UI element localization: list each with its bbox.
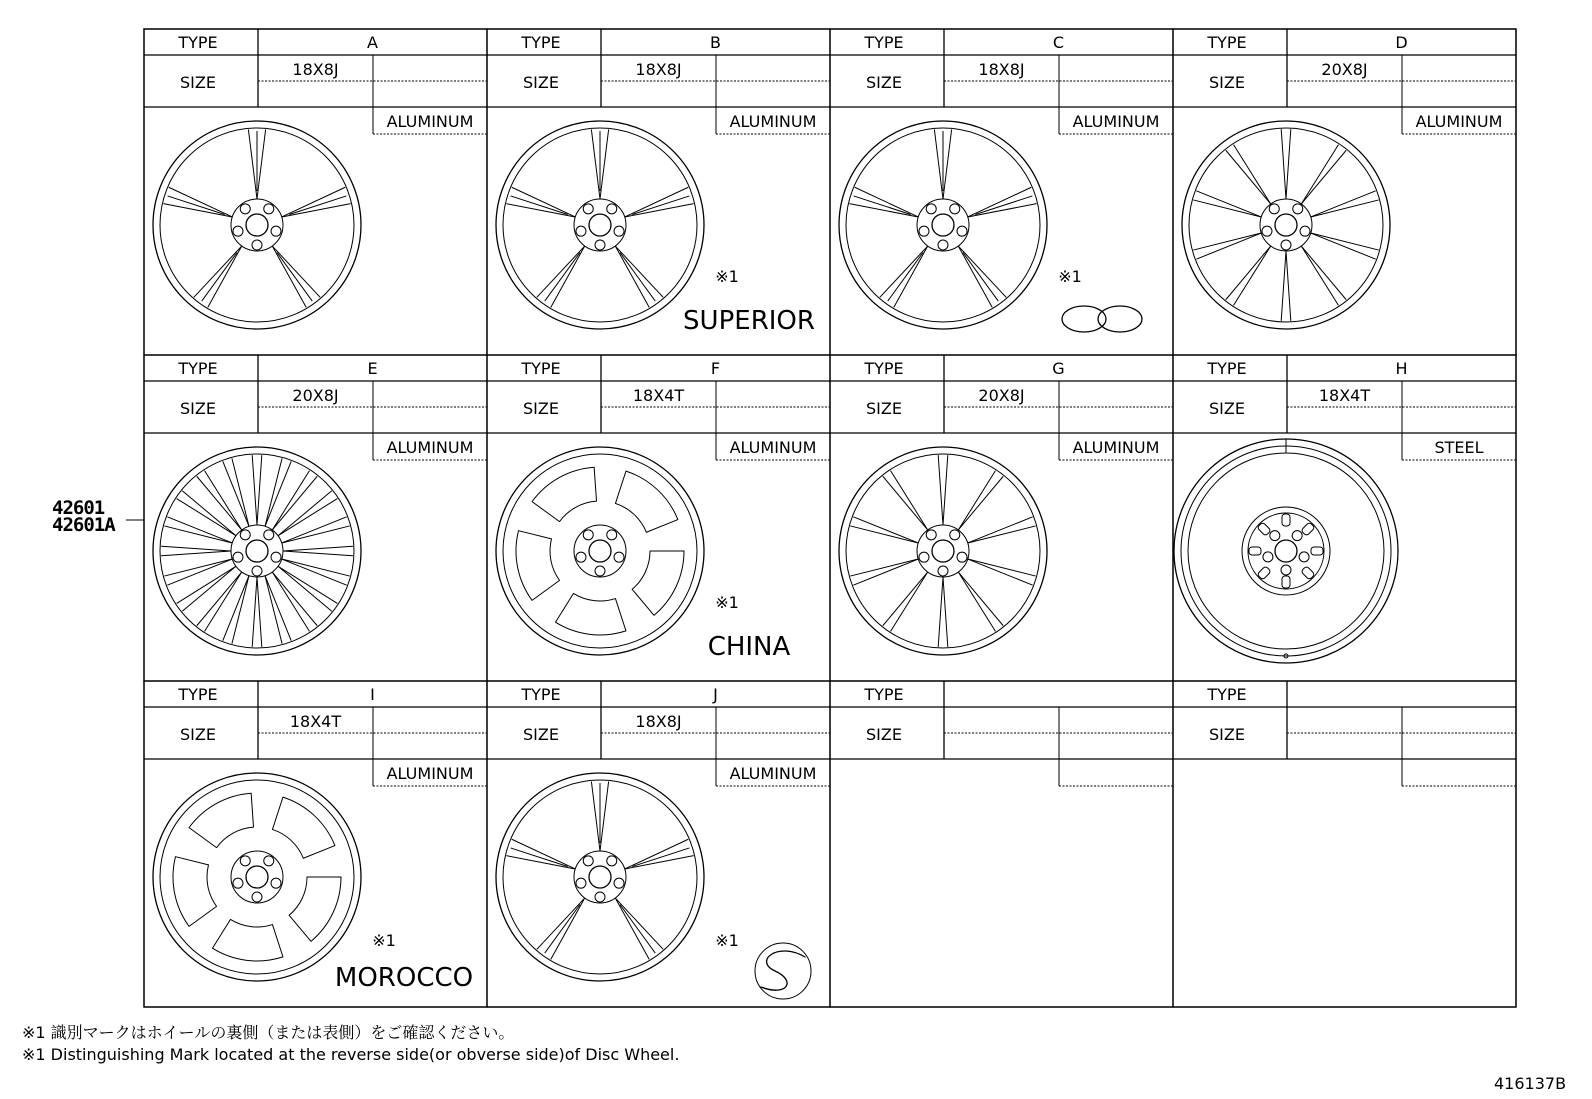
material-label: ALUMINUM (386, 112, 474, 131)
spoke-edge (1226, 246, 1271, 300)
spoke-edge (252, 455, 257, 525)
spoke-edge (883, 476, 928, 530)
spoke-edge (850, 526, 918, 543)
lug-hole (1263, 552, 1273, 562)
spoke-edge (855, 187, 919, 217)
spoke-center-line (511, 196, 568, 215)
spoke-edge (177, 499, 236, 536)
size-label: SIZE (180, 399, 216, 418)
spoke-edge (934, 129, 943, 199)
size-label: SIZE (180, 73, 216, 92)
spoke-edge (968, 559, 1036, 576)
hub-slot (1249, 547, 1261, 555)
type-label: TYPE (864, 33, 904, 52)
lug-hole (926, 530, 936, 540)
type-label: TYPE (178, 33, 218, 52)
rim-outer (1182, 121, 1390, 329)
type-value: B (710, 33, 721, 52)
spoke-edge (252, 577, 257, 647)
type-label: TYPE (1207, 33, 1247, 52)
window-opening (272, 797, 334, 858)
spoke-edge (891, 572, 928, 631)
size-label: SIZE (866, 399, 902, 418)
spoke-edge (283, 546, 353, 551)
spoke-edge (968, 559, 1033, 585)
lug-hole (614, 226, 624, 236)
spoke-center-line (620, 905, 655, 954)
type-value: I (370, 685, 375, 704)
wheel-icon (1182, 121, 1390, 329)
spoke-edge (265, 576, 282, 644)
lug-hole (252, 240, 262, 250)
material-label: ALUMINUM (729, 438, 817, 457)
wheel-cell-f (487, 355, 830, 681)
rim-outer (1174, 439, 1398, 663)
part-number-42601: 42601 (52, 497, 105, 519)
spoke-edge (591, 129, 600, 199)
spoke-edge (1301, 246, 1346, 300)
spoke-edge (205, 471, 242, 530)
size-label: SIZE (523, 399, 559, 418)
spoke-edge (512, 839, 576, 869)
spoke-edge (1311, 233, 1376, 259)
spoke-edge (1234, 246, 1271, 305)
spoke-center-line (545, 905, 580, 954)
lug-hole (1300, 226, 1310, 236)
lug-hole (1299, 552, 1309, 562)
hub-outer (917, 199, 969, 251)
window-opening (212, 919, 282, 961)
footnote-english: ※1 Distinguishing Mark located at the reverse side(or obverse side)of Disc Wheel. (22, 1045, 680, 1064)
spoke-center-line (963, 253, 998, 302)
spoke-edge (248, 129, 257, 199)
wheel-cell-h (1173, 355, 1516, 681)
type-value: E (367, 359, 378, 378)
lug-hole (919, 552, 929, 562)
type-label: TYPE (178, 685, 218, 704)
window-opening (532, 467, 596, 521)
lug-hole (938, 240, 948, 250)
spoke-edge (282, 559, 350, 576)
lug-hole (252, 892, 262, 902)
spoke-edge (283, 551, 353, 556)
lug-hole (264, 530, 274, 540)
spoke-edge (883, 572, 928, 626)
wheel-icon (153, 121, 361, 329)
center-bore (246, 866, 268, 888)
hub-slot (1311, 547, 1323, 555)
lug-hole (595, 892, 605, 902)
hub-slot (1282, 514, 1290, 526)
lug-hole (1293, 204, 1303, 214)
size-value: 18X8J (292, 60, 339, 79)
spoke-edge (169, 187, 233, 217)
size-value: 18X8J (978, 60, 1025, 79)
size-value: 18X4T (289, 712, 342, 731)
size-label: SIZE (866, 725, 902, 744)
spoke-edge (938, 577, 943, 647)
wheel-cell-blank-11 (1173, 681, 1516, 1007)
window-opening (289, 877, 341, 941)
spoke-edge (1281, 251, 1286, 321)
material-label: ALUMINUM (386, 764, 474, 783)
spoke-center-line (277, 253, 312, 302)
material-label: ALUMINUM (386, 438, 474, 457)
type-label: TYPE (1207, 359, 1247, 378)
drawing-number: 416137B (1494, 1074, 1567, 1093)
spoke-edge (1301, 145, 1338, 204)
size-value: 18X4T (632, 386, 685, 405)
window-opening (173, 857, 217, 927)
center-bore (932, 214, 954, 236)
lug-hole (233, 226, 243, 236)
spoke-center-line (289, 196, 346, 215)
wheel-cell-i (144, 681, 487, 1007)
s-logo-icon (755, 943, 811, 999)
wheel-cell-b (487, 29, 830, 355)
lug-hole (950, 204, 960, 214)
size-value: 20X8J (978, 386, 1025, 405)
mark-note: ※1 (1058, 267, 1082, 286)
center-bore (246, 214, 268, 236)
spoke-edge (938, 455, 943, 525)
spoke-edge (512, 187, 576, 217)
hub-outer (1260, 199, 1312, 251)
mark-note: ※1 (715, 931, 739, 950)
lug-hole (1269, 204, 1279, 214)
spoke-edge (1281, 129, 1286, 199)
type-label: TYPE (521, 33, 561, 52)
footnote-japanese: ※1 識別マークはホイールの裏側（または表側）をご確認ください。 (22, 1023, 515, 1042)
hub-ring-inner (1248, 513, 1324, 589)
spoke-edge (943, 455, 948, 525)
spoke-edge (1301, 150, 1346, 204)
spoke-edge (164, 559, 232, 576)
center-bore (589, 540, 611, 562)
spoke-edge (1286, 251, 1291, 321)
wheel-cell-d (1173, 29, 1516, 355)
lug-hole (957, 226, 967, 236)
material-label: ALUMINUM (729, 112, 817, 131)
material-label: ALUMINUM (1072, 438, 1160, 457)
lug-hole (271, 878, 281, 888)
size-label: SIZE (1209, 725, 1245, 744)
lug-hole (595, 566, 605, 576)
lug-hole (271, 226, 281, 236)
spoke-edge (272, 572, 309, 631)
spoke-edge (1311, 233, 1379, 250)
material-label: ALUMINUM (729, 764, 817, 783)
window-opening (189, 793, 253, 847)
hub-outer (917, 525, 969, 577)
spoke-edge (968, 526, 1036, 543)
center-bore (589, 866, 611, 888)
hub-outer (231, 199, 283, 251)
s-curve (761, 951, 805, 990)
material-label: STEEL (1434, 438, 1484, 457)
spoke-edge (1311, 200, 1379, 217)
lug-hole (576, 552, 586, 562)
window-opening (516, 531, 560, 601)
size-label: SIZE (523, 73, 559, 92)
chain-link-logo-icon (1062, 306, 1142, 332)
window-opening (615, 471, 677, 532)
lug-hole (583, 204, 593, 214)
spoke-edge (968, 517, 1033, 543)
spoke-edge (167, 517, 232, 543)
center-bore (932, 540, 954, 562)
lug-hole (233, 878, 243, 888)
wheel-cell-a (144, 29, 487, 355)
disc-ring (1188, 453, 1384, 649)
lug-hole (240, 204, 250, 214)
wheel-cell-c (830, 29, 1173, 355)
wheel-icon (839, 121, 1047, 329)
type-label: TYPE (521, 359, 561, 378)
mark-text-superior: SUPERIOR (683, 306, 815, 336)
lug-hole (938, 566, 948, 576)
lug-hole (950, 530, 960, 540)
spoke-center-line (545, 253, 580, 302)
spoke-center-line (168, 196, 225, 215)
lug-hole (271, 552, 281, 562)
wheel-grid (126, 29, 1516, 1007)
spoke-edge (257, 455, 262, 525)
spoke-edge (853, 559, 918, 585)
lug-hole (233, 552, 243, 562)
spoke-edge (177, 566, 236, 603)
spoke-edge (265, 461, 291, 526)
spoke-edge (265, 576, 291, 641)
spoke-edge (1311, 191, 1376, 217)
center-bore (246, 540, 268, 562)
spoke-edge (223, 576, 249, 641)
spoke-center-line (632, 196, 689, 215)
spoke-edge (232, 576, 249, 644)
lug-hole (576, 226, 586, 236)
rim-inner (1189, 128, 1383, 322)
spoke-edge (205, 572, 242, 631)
spoke-edge (958, 572, 995, 631)
spoke-center-line (975, 196, 1032, 215)
spoke-edge (853, 517, 918, 543)
spoke-edge (600, 129, 609, 199)
size-label: SIZE (1209, 399, 1245, 418)
wheel-icon (839, 447, 1047, 655)
part-number-42601A: 42601A (52, 514, 115, 536)
type-value: F (710, 359, 721, 378)
size-label: SIZE (866, 73, 902, 92)
mark-note: ※1 (372, 931, 396, 950)
lug-hole (1292, 531, 1302, 541)
spoke-edge (943, 129, 952, 199)
rim-outer (153, 447, 361, 655)
spoke-edge (278, 499, 337, 536)
spoke-edge (1226, 150, 1271, 204)
spoke-edge (223, 461, 249, 526)
spoke-edge (1196, 233, 1261, 259)
spoke-edge (600, 781, 609, 851)
spoke-edge (891, 471, 928, 530)
spoke-edge (943, 577, 948, 647)
lug-hole (240, 856, 250, 866)
hub-outer (231, 525, 283, 577)
center-bore (1275, 540, 1297, 562)
type-label: TYPE (178, 359, 218, 378)
rim-inner (1181, 446, 1391, 656)
lug-hole (607, 856, 617, 866)
window-opening (555, 593, 625, 635)
spoke-center-line (888, 253, 923, 302)
spoke-edge (167, 559, 232, 585)
lug-hole (576, 878, 586, 888)
size-value: 20X8J (292, 386, 339, 405)
hub-outer (231, 851, 283, 903)
spoke-center-line (511, 848, 568, 867)
lug-hole (252, 566, 262, 576)
lug-hole (926, 204, 936, 214)
link-right (1098, 306, 1142, 332)
lug-hole (240, 530, 250, 540)
spoke-edge (164, 526, 232, 543)
type-value: D (1395, 33, 1408, 52)
type-label: TYPE (521, 685, 561, 704)
mark-text-china: CHINA (707, 632, 791, 662)
center-bore (589, 214, 611, 236)
lug-hole (607, 204, 617, 214)
spoke-edge (1234, 145, 1271, 204)
mark-note: ※1 (715, 267, 739, 286)
spoke-edge (958, 476, 1003, 530)
spoke-edge (282, 517, 347, 543)
wheel-icon (1174, 439, 1398, 663)
lug-hole (583, 856, 593, 866)
wheel-cell-blank-10 (830, 681, 1173, 1007)
wheel-cell-e (144, 355, 487, 681)
size-label: SIZE (180, 725, 216, 744)
lug-hole (1262, 226, 1272, 236)
lug-hole (1281, 240, 1291, 250)
type-value: A (367, 33, 378, 52)
wheel-icon (153, 447, 361, 655)
size-label: SIZE (1209, 73, 1245, 92)
spoke-edge (968, 187, 1032, 217)
hub-slot (1282, 576, 1290, 588)
spoke-edge (1286, 129, 1291, 199)
lug-hole (957, 552, 967, 562)
spoke-edge (257, 577, 262, 647)
rim-inner (846, 454, 1040, 648)
spoke-center-line (202, 253, 237, 302)
wheel-icon (496, 121, 704, 329)
lug-hole (583, 530, 593, 540)
mark-text-morocco: MOROCCO (334, 963, 474, 993)
size-value: 18X8J (635, 712, 682, 731)
spoke-edge (958, 471, 995, 530)
center-bore (1275, 214, 1297, 236)
spoke-edge (282, 526, 350, 543)
spoke-edge (1193, 233, 1261, 250)
lug-hole (595, 240, 605, 250)
size-label: SIZE (523, 725, 559, 744)
lug-hole (264, 856, 274, 866)
spoke-edge (272, 471, 309, 530)
material-label: ALUMINUM (1072, 112, 1160, 131)
type-value: H (1395, 359, 1408, 378)
wheel-cell-j (487, 681, 830, 1007)
spoke-edge (257, 129, 266, 199)
spoke-edge (232, 458, 249, 526)
spoke-edge (591, 781, 600, 851)
spoke-edge (161, 551, 231, 556)
spoke-edge (625, 187, 689, 217)
type-label: TYPE (864, 359, 904, 378)
wheel-icon (496, 773, 704, 981)
spoke-edge (282, 187, 346, 217)
lug-hole (607, 530, 617, 540)
spoke-edge (1301, 246, 1338, 305)
spoke-center-line (620, 253, 655, 302)
size-value: 18X8J (635, 60, 682, 79)
hub-outer (574, 851, 626, 903)
spoke-edge (1196, 191, 1261, 217)
rim-inner (160, 454, 354, 648)
wheel-cell-g (830, 355, 1173, 681)
type-value: G (1052, 359, 1065, 378)
spoke-edge (1193, 200, 1261, 217)
spoke-edge (265, 458, 282, 526)
spoke-edge (278, 566, 337, 603)
lug-hole (614, 552, 624, 562)
spoke-edge (625, 839, 689, 869)
material-label: ALUMINUM (1415, 112, 1503, 131)
spoke-center-line (854, 196, 911, 215)
window-opening (632, 551, 684, 615)
type-label: TYPE (864, 685, 904, 704)
spoke-edge (161, 546, 231, 551)
type-value: C (1052, 33, 1065, 52)
hub-outer (574, 199, 626, 251)
hub-ring (1242, 507, 1330, 595)
type-label: TYPE (1207, 685, 1247, 704)
spoke-edge (850, 559, 918, 576)
wheel-icon (496, 447, 704, 655)
size-value: 20X8J (1321, 60, 1368, 79)
lug-hole (264, 204, 274, 214)
lug-hole (1270, 531, 1280, 541)
spoke-edge (282, 559, 347, 585)
size-value: 18X4T (1318, 386, 1371, 405)
rim-outer (839, 447, 1047, 655)
link-left (1062, 306, 1106, 332)
spoke-center-line (632, 848, 689, 867)
type-value: J (713, 685, 718, 704)
lug-hole (919, 226, 929, 236)
lug-hole (614, 878, 624, 888)
spoke-edge (958, 572, 1003, 626)
lug-hole (1281, 565, 1291, 575)
wheel-icon (153, 773, 361, 981)
hub-outer (574, 525, 626, 577)
mark-note: ※1 (715, 593, 739, 612)
